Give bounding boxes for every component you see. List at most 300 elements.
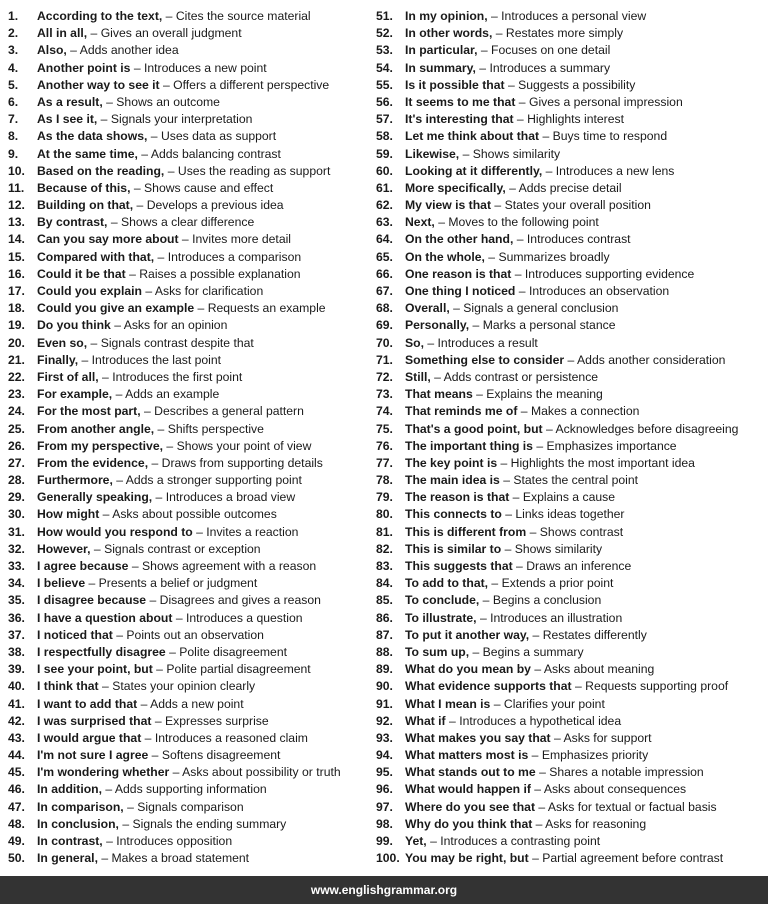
item-separator: – bbox=[539, 129, 553, 144]
item-number: 50. bbox=[8, 851, 25, 866]
list-item bbox=[376, 506, 766, 523]
list-item bbox=[8, 283, 370, 300]
list-item bbox=[8, 94, 370, 111]
item-description: Asks for reasoning bbox=[545, 816, 647, 831]
list-item bbox=[376, 266, 766, 283]
item-number: 48. bbox=[8, 816, 25, 831]
item-number: 1. bbox=[8, 9, 19, 23]
item-phrase: As I see it, bbox=[37, 112, 98, 127]
list-item bbox=[8, 231, 370, 248]
list-item bbox=[376, 8, 766, 25]
item-phrase: On the other hand, bbox=[405, 232, 514, 247]
list-item bbox=[8, 317, 370, 334]
list-item bbox=[8, 472, 370, 489]
list-item bbox=[376, 661, 766, 678]
item-description: Introduces a broad view bbox=[165, 490, 296, 505]
item-number: 68. bbox=[376, 301, 393, 316]
item-description: Invites more detail bbox=[192, 232, 292, 247]
item-description: Adds an example bbox=[125, 387, 220, 402]
item-phrase: Building on that, bbox=[37, 198, 134, 213]
list-item bbox=[376, 644, 766, 661]
item-phrase: To put it another way, bbox=[405, 627, 530, 642]
item-separator: – bbox=[141, 730, 155, 745]
item-number: 8. bbox=[8, 129, 19, 144]
item-number: 28. bbox=[8, 473, 25, 488]
list-item bbox=[8, 730, 370, 747]
item-separator: – bbox=[423, 335, 438, 350]
item-phrase: By contrast, bbox=[37, 215, 108, 230]
item-description: Restates differently bbox=[542, 627, 647, 642]
list-item bbox=[8, 575, 370, 592]
item-phrase: In addition, bbox=[37, 782, 102, 797]
list-item bbox=[8, 352, 370, 369]
item-phrase: Another way to see it bbox=[37, 77, 160, 92]
item-number: 9. bbox=[8, 146, 19, 161]
list-item bbox=[8, 747, 370, 764]
item-separator: – bbox=[532, 816, 546, 831]
item-phrase: In particular, bbox=[405, 43, 478, 58]
item-phrase: Overall, bbox=[405, 301, 450, 316]
list-item bbox=[8, 506, 370, 523]
item-description: Shows similarity bbox=[472, 146, 561, 161]
item-description: Partial agreement before contrast bbox=[542, 851, 724, 866]
item-number: 90. bbox=[376, 679, 393, 694]
item-number: 59. bbox=[376, 146, 393, 161]
item-description: Develops a previous idea bbox=[146, 198, 284, 213]
item-number: 39. bbox=[8, 662, 25, 677]
list-item bbox=[8, 816, 370, 833]
list-item bbox=[376, 300, 766, 317]
list-item bbox=[8, 163, 370, 180]
item-separator: – bbox=[492, 26, 506, 41]
item-number: 31. bbox=[8, 524, 25, 539]
item-phrase: Could it be that bbox=[37, 266, 126, 281]
list-item bbox=[376, 850, 766, 867]
list-item bbox=[8, 180, 370, 197]
item-separator: – bbox=[98, 679, 113, 694]
item-number: 34. bbox=[8, 576, 25, 591]
list-item bbox=[376, 833, 766, 850]
item-phrase: Also, bbox=[37, 43, 67, 58]
item-number: 55. bbox=[376, 77, 393, 92]
item-number: 46. bbox=[8, 782, 25, 797]
list-item bbox=[376, 163, 766, 180]
list-item bbox=[376, 42, 766, 59]
item-separator: – bbox=[128, 559, 143, 573]
item-separator: – bbox=[487, 9, 502, 23]
item-phrase: In general, bbox=[37, 851, 98, 866]
item-phrase: Furthermore, bbox=[37, 473, 113, 488]
item-description: Shows similarity bbox=[514, 541, 603, 556]
item-number: 89. bbox=[376, 662, 393, 677]
item-description: Asks about consequences bbox=[543, 782, 687, 797]
item-separator: – bbox=[102, 782, 115, 797]
item-description: Introduces a new point bbox=[144, 60, 267, 75]
item-number: 83. bbox=[376, 559, 393, 573]
item-phrase: I want to add that bbox=[37, 696, 138, 711]
item-description: Requests supporting proof bbox=[585, 679, 729, 694]
item-separator: – bbox=[479, 593, 493, 608]
item-separator: – bbox=[512, 559, 527, 573]
item-separator: – bbox=[490, 696, 504, 711]
item-phrase: It's interesting that bbox=[405, 112, 514, 127]
item-description: Presents a belief or judgment bbox=[98, 576, 258, 591]
item-description: Introduces an observation bbox=[528, 284, 670, 298]
item-phrase: In my opinion, bbox=[405, 9, 488, 23]
list-item bbox=[8, 558, 370, 575]
item-separator: – bbox=[152, 490, 166, 505]
item-description: Adds another idea bbox=[79, 43, 179, 58]
list-item bbox=[8, 592, 370, 609]
item-separator: – bbox=[107, 215, 121, 230]
item-separator: – bbox=[542, 163, 556, 178]
list-item bbox=[376, 610, 766, 627]
item-separator: – bbox=[102, 834, 117, 848]
item-phrase: How might bbox=[37, 507, 100, 522]
item-number: 63. bbox=[376, 215, 393, 230]
phrase-list bbox=[0, 8, 768, 868]
item-phrase: Do you think bbox=[37, 318, 111, 333]
item-description: Introduces contrast bbox=[526, 232, 631, 247]
list-item bbox=[8, 146, 370, 163]
item-separator: – bbox=[564, 352, 578, 367]
item-description: Introduces the last point bbox=[91, 352, 222, 367]
item-number: 62. bbox=[376, 198, 393, 213]
item-description: States the central point bbox=[513, 473, 639, 488]
item-description: Uses the reading as support bbox=[177, 163, 331, 178]
list-item bbox=[376, 438, 766, 455]
item-number: 32. bbox=[8, 541, 25, 556]
item-phrase: From the evidence, bbox=[37, 455, 149, 470]
item-number: 54. bbox=[376, 60, 393, 75]
item-separator: – bbox=[504, 77, 519, 92]
item-phrase: Can you say more about bbox=[37, 232, 179, 247]
list-item bbox=[376, 231, 766, 248]
item-number: 82. bbox=[376, 541, 393, 556]
item-description: Shares a notable impression bbox=[549, 765, 704, 780]
item-number: 86. bbox=[376, 610, 393, 625]
item-number: 51. bbox=[376, 9, 393, 23]
list-item bbox=[376, 472, 766, 489]
item-phrase: In conclusion, bbox=[37, 816, 119, 831]
item-description: Asks for clarification bbox=[154, 284, 264, 298]
item-separator: – bbox=[475, 60, 490, 75]
item-phrase: Could you explain bbox=[37, 284, 142, 298]
item-phrase: I believe bbox=[37, 576, 86, 591]
item-description: Draws an inference bbox=[526, 559, 632, 573]
list-item bbox=[8, 42, 370, 59]
item-number: 11. bbox=[8, 180, 25, 195]
item-phrase: Let me think about that bbox=[405, 129, 540, 144]
item-number: 100. bbox=[376, 851, 400, 866]
item-phrase: I'm not sure I agree bbox=[37, 748, 149, 763]
item-separator: – bbox=[571, 679, 586, 694]
item-separator: – bbox=[130, 60, 144, 75]
list-item bbox=[8, 128, 370, 145]
item-number: 27. bbox=[8, 455, 25, 470]
item-description: Invites a reaction bbox=[206, 524, 299, 539]
item-phrase: In comparison, bbox=[37, 799, 124, 814]
item-separator: – bbox=[526, 524, 540, 539]
item-number: 67. bbox=[376, 284, 393, 298]
item-phrase: According to the text, bbox=[37, 9, 163, 23]
item-description: Adds supporting information bbox=[114, 782, 267, 797]
item-description: Introduces a hypothetical idea bbox=[459, 713, 622, 728]
item-separator: – bbox=[430, 369, 444, 384]
item-number: 16. bbox=[8, 266, 25, 281]
item-phrase: For example, bbox=[37, 387, 113, 402]
list-item bbox=[376, 317, 766, 334]
list-item bbox=[376, 197, 766, 214]
item-phrase: What evidence supports that bbox=[405, 679, 572, 694]
item-phrase: This connects to bbox=[405, 507, 502, 522]
item-separator: – bbox=[426, 834, 441, 848]
item-phrase: What would happen if bbox=[405, 782, 531, 797]
item-separator: – bbox=[152, 662, 167, 677]
item-description: Adds contrast or persistence bbox=[443, 369, 599, 384]
item-phrase: I was surprised that bbox=[37, 713, 152, 728]
item-separator: – bbox=[528, 851, 543, 866]
list-item bbox=[8, 25, 370, 42]
item-separator: – bbox=[140, 404, 155, 419]
item-separator: – bbox=[535, 765, 550, 780]
item-phrase: Something else to consider bbox=[405, 352, 565, 367]
item-description: Introduces supporting evidence bbox=[524, 266, 695, 281]
item-phrase: This is similar to bbox=[405, 541, 502, 556]
list-item bbox=[376, 747, 766, 764]
item-phrase: What I mean is bbox=[405, 696, 491, 711]
item-separator: – bbox=[146, 593, 160, 608]
item-separator: – bbox=[154, 421, 168, 436]
list-item bbox=[376, 730, 766, 747]
item-number: 13. bbox=[8, 215, 25, 230]
item-separator: – bbox=[133, 198, 147, 213]
item-phrase: Generally speaking, bbox=[37, 490, 153, 505]
item-description: Extends a prior point bbox=[501, 576, 614, 591]
item-number: 75. bbox=[376, 421, 393, 436]
item-phrase: What stands out to me bbox=[405, 765, 536, 780]
list-item bbox=[376, 60, 766, 77]
list-item bbox=[376, 627, 766, 644]
item-number: 93. bbox=[376, 730, 393, 745]
item-separator: – bbox=[513, 112, 528, 127]
list-item bbox=[8, 249, 370, 266]
item-description: Polite partial disagreement bbox=[166, 662, 311, 677]
item-phrase: One reason is that bbox=[405, 266, 512, 281]
item-phrase: Finally, bbox=[37, 352, 79, 367]
item-separator: – bbox=[532, 438, 547, 453]
item-number: 42. bbox=[8, 713, 25, 728]
item-description: Introduces opposition bbox=[116, 834, 233, 848]
item-phrase: Looking at it differently, bbox=[405, 163, 543, 178]
item-phrase: Another point is bbox=[37, 60, 131, 75]
item-separator: – bbox=[162, 9, 176, 23]
item-separator: – bbox=[97, 851, 112, 866]
list-item bbox=[376, 386, 766, 403]
item-number: 17. bbox=[8, 284, 25, 298]
item-separator: – bbox=[515, 94, 529, 109]
item-number: 38. bbox=[8, 644, 25, 659]
item-separator: – bbox=[528, 748, 542, 763]
item-phrase: Still, bbox=[405, 369, 431, 384]
item-phrase: How would you respond to bbox=[37, 524, 193, 539]
item-description: Introduces a question bbox=[186, 610, 303, 625]
item-separator: – bbox=[118, 816, 133, 831]
item-description: Signals contrast despite that bbox=[100, 335, 254, 350]
item-number: 45. bbox=[8, 765, 25, 780]
item-description: Introduces a result bbox=[437, 335, 538, 350]
item-description: Marks a personal stance bbox=[482, 318, 616, 333]
list-item bbox=[376, 575, 766, 592]
list-item bbox=[376, 764, 766, 781]
item-number: 15. bbox=[8, 249, 25, 264]
item-separator: – bbox=[148, 455, 162, 470]
item-phrase: The key point is bbox=[405, 455, 498, 470]
item-phrase: All in all, bbox=[37, 26, 88, 41]
item-phrase: The reason is that bbox=[405, 490, 510, 505]
item-separator: – bbox=[78, 352, 92, 367]
item-separator: – bbox=[97, 112, 111, 127]
item-separator: – bbox=[141, 284, 155, 298]
footer-bar bbox=[0, 876, 768, 904]
list-item bbox=[376, 592, 766, 609]
item-separator: – bbox=[163, 438, 177, 453]
item-description: Points out an observation bbox=[126, 627, 264, 642]
item-description: Begins a summary bbox=[482, 644, 584, 659]
list-item bbox=[8, 266, 370, 283]
list-item bbox=[376, 799, 766, 816]
item-description: Disagrees and gives a reason bbox=[159, 593, 321, 608]
item-number: 74. bbox=[376, 404, 393, 419]
item-separator: – bbox=[501, 507, 516, 522]
item-separator: – bbox=[505, 180, 519, 195]
item-separator: – bbox=[125, 266, 140, 281]
item-phrase: Why do you think that bbox=[405, 816, 533, 831]
item-number: 41. bbox=[8, 696, 25, 711]
item-phrase: I see your point, but bbox=[37, 662, 153, 677]
item-separator: – bbox=[488, 576, 502, 591]
item-description: Makes a broad statement bbox=[111, 851, 250, 866]
list-item bbox=[8, 8, 370, 25]
item-separator: – bbox=[172, 610, 186, 625]
item-separator: – bbox=[511, 266, 525, 281]
item-number: 70. bbox=[376, 335, 393, 350]
list-item bbox=[376, 541, 766, 558]
item-phrase: I have a question about bbox=[37, 610, 173, 625]
item-description: States your opinion clearly bbox=[112, 679, 256, 694]
item-number: 23. bbox=[8, 387, 25, 402]
list-item bbox=[8, 386, 370, 403]
item-description: Introduces the first point bbox=[112, 369, 243, 384]
item-description: Asks about meaning bbox=[543, 662, 655, 677]
item-number: 35. bbox=[8, 593, 25, 608]
list-item bbox=[376, 421, 766, 438]
item-description: Shifts perspective bbox=[167, 421, 264, 436]
item-description: Suggests a possibility bbox=[518, 77, 636, 92]
list-item bbox=[376, 816, 766, 833]
item-separator: – bbox=[159, 77, 174, 92]
list-item bbox=[376, 146, 766, 163]
item-phrase: To illustrate, bbox=[405, 610, 477, 625]
item-phrase: In contrast, bbox=[37, 834, 103, 848]
item-phrase: In summary, bbox=[405, 60, 476, 75]
item-number: 92. bbox=[376, 713, 393, 728]
item-separator: – bbox=[499, 473, 514, 488]
list-item bbox=[8, 300, 370, 317]
item-number: 44. bbox=[8, 748, 25, 763]
list-item bbox=[376, 678, 766, 695]
list-item bbox=[376, 558, 766, 575]
item-description: Shows an outcome bbox=[116, 94, 220, 109]
item-phrase: In other words, bbox=[405, 26, 493, 41]
item-description: Makes a connection bbox=[530, 404, 640, 419]
item-number: 19. bbox=[8, 318, 25, 333]
item-number: 29. bbox=[8, 490, 25, 505]
item-description: Adds balancing contrast bbox=[150, 146, 281, 161]
item-number: 4. bbox=[8, 60, 19, 75]
item-description: Signals the ending summary bbox=[132, 816, 287, 831]
item-phrase: That means bbox=[405, 387, 473, 402]
item-description: Signals comparison bbox=[137, 799, 244, 814]
list-item bbox=[8, 781, 370, 798]
item-description: Requests an example bbox=[207, 301, 326, 316]
item-separator: – bbox=[535, 799, 548, 814]
list-item bbox=[8, 335, 370, 352]
item-phrase: Likewise, bbox=[405, 146, 460, 161]
item-separator: – bbox=[169, 765, 183, 780]
item-phrase: Next, bbox=[405, 215, 435, 230]
item-description: Shows contrast bbox=[539, 524, 624, 539]
item-number: 5. bbox=[8, 77, 19, 92]
item-number: 36. bbox=[8, 610, 25, 625]
item-description: Asks about possibility or truth bbox=[182, 765, 341, 780]
item-number: 37. bbox=[8, 627, 25, 642]
item-description: Shows your point of view bbox=[176, 438, 312, 453]
list-item bbox=[8, 713, 370, 730]
item-description: Polite disagreement bbox=[179, 644, 287, 659]
list-item bbox=[8, 455, 370, 472]
item-number: 88. bbox=[376, 644, 393, 659]
item-number: 3. bbox=[8, 43, 19, 58]
item-number: 95. bbox=[376, 765, 393, 780]
item-phrase: What matters most is bbox=[405, 748, 529, 763]
item-separator: – bbox=[123, 799, 138, 814]
item-number: 71. bbox=[376, 352, 393, 367]
list-item bbox=[8, 833, 370, 850]
item-separator: – bbox=[102, 94, 117, 109]
item-phrase: Where do you see that bbox=[405, 799, 536, 814]
list-item bbox=[376, 25, 766, 42]
item-separator: – bbox=[98, 369, 113, 384]
item-number: 66. bbox=[376, 266, 393, 281]
item-phrase: The main idea is bbox=[405, 473, 500, 488]
item-phrase: Yet, bbox=[405, 834, 427, 848]
item-description: Summarizes broadly bbox=[498, 249, 610, 264]
list-item bbox=[376, 180, 766, 197]
item-description: Restates more simply bbox=[505, 26, 624, 41]
list-item bbox=[376, 77, 766, 94]
item-phrase: I think that bbox=[37, 679, 99, 694]
item-separator: – bbox=[497, 455, 511, 470]
item-phrase: At the same time, bbox=[37, 146, 138, 161]
list-item bbox=[376, 94, 766, 111]
item-separator: – bbox=[529, 627, 543, 642]
item-number: 33. bbox=[8, 559, 25, 573]
list-item bbox=[376, 369, 766, 386]
item-phrase: To add to that, bbox=[405, 576, 489, 591]
item-phrase: Personally, bbox=[405, 318, 470, 333]
item-separator: – bbox=[137, 146, 151, 161]
